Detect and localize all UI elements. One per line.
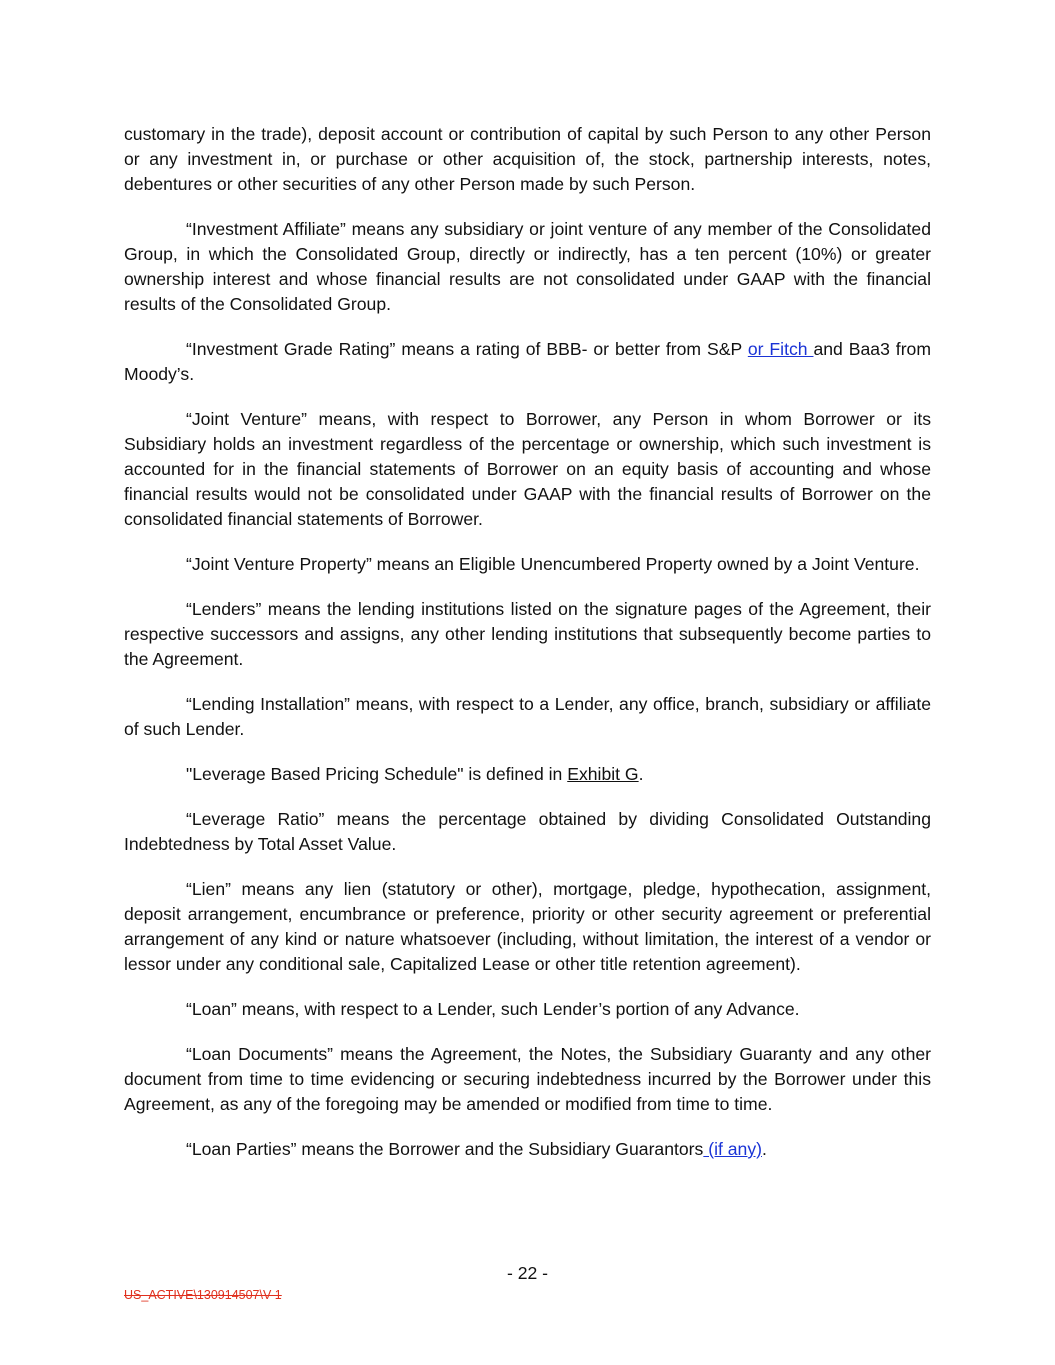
definition-leverage-ratio: “Leverage Ratio” means the percentage obtained by dividing Consolidated Outstanding Indebtedness by Total Asset Value. (124, 809, 931, 854)
definition-loan-documents: “Loan Documents” means the Agreement, the Notes, the Subsidiary Guaranty and any other document from time to time evidencing or securing indebtedness incurred by the Borrower under this Agreement, as any of the foregoing may be amended or modified from time to time. (124, 1044, 931, 1114)
definition-text-after: . (762, 1139, 767, 1159)
inserted-text-or-fitch: or Fitch (747, 339, 814, 359)
definition-lending-installation: “Lending Installation” means, with respect to a Lender, any office, branch, subsidiary or affiliate of such Lender. (124, 694, 931, 739)
definition-text-before: “Investment Grade Rating” means a rating of BBB- or better from S&P (186, 339, 748, 359)
definition-joint-venture-property: “Joint Venture Property” means an Eligible Unencumbered Property owned by a Joint Venture. (186, 554, 920, 574)
definition-loan: “Loan” means, with respect to a Lender, such Lender’s portion of any Advance. (186, 999, 800, 1019)
footer-document-id: US_ACTIVE\130914507\V-1 (124, 1288, 282, 1302)
definition-text-after: and Baa3 from Moody’s. (124, 339, 931, 384)
definition-lien: “Lien” means any lien (statutory or other), mortgage, pledge, hypothecation, assignment, deposit arrangement, encumbrance or preference, priority or other security agreement or preferential arrangement of any kind or nature whatsoever (including, without limitation, the interest of a vendor or lessor under any conditional sale, Capitalized Lease or other title retention agreement). (124, 879, 931, 974)
definition-paragraph-continuation: customary in the trade), deposit account or contribution of capital by such Person to any other Person or any investment in, or purchase or other acquisition of, the stock, partnership interests, notes, debentures or other securities of any other Person made by such Person. (124, 124, 931, 194)
definition-lenders: “Lenders” means the lending institutions listed on the signature pages of the Agreement, their respective successors and assigns, any other lending institutions that subsequently become parties to the Agreement. (124, 599, 931, 669)
definition-investment-grade-rating (124, 337, 931, 387)
exhibit-g-reference: Exhibit G (567, 764, 639, 784)
definition-loan-parties (124, 1137, 931, 1162)
definition-text-before: “Loan Parties” means the Borrower and the Subsidiary Guarantors (186, 1139, 704, 1159)
definition-investment-affiliate: “Investment Affiliate” means any subsidiary or joint venture of any member of the Consolidated Group, in which the Consolidated Group, directly or indirectly, has a ten percent (10%) or greater ownership interest and whose financial results are not consolidated under GAAP with the financial results of the Consolidated Group. (124, 219, 931, 314)
definition-text-before: "Leverage Based Pricing Schedule" is defined in (186, 764, 568, 784)
definition-joint-venture: “Joint Venture” means, with respect to Borrower, any Person in whom Borrower or its Subsidiary holds an investment regardless of the percentage or ownership, which such investment is accounted for in the financial statements of Borrower on an equity basis of accounting and whose financial results would not be consolidated under GAAP with the financial results of Borrower on the consolidated financial statements of Borrower. (124, 409, 931, 529)
page-number: - 22 - (506, 1263, 549, 1283)
inserted-text-if-any: (if any) (703, 1139, 762, 1159)
definition-leverage-based-pricing-schedule (124, 762, 931, 787)
document-body (124, 122, 931, 1182)
definition-text-after: . (638, 764, 644, 784)
